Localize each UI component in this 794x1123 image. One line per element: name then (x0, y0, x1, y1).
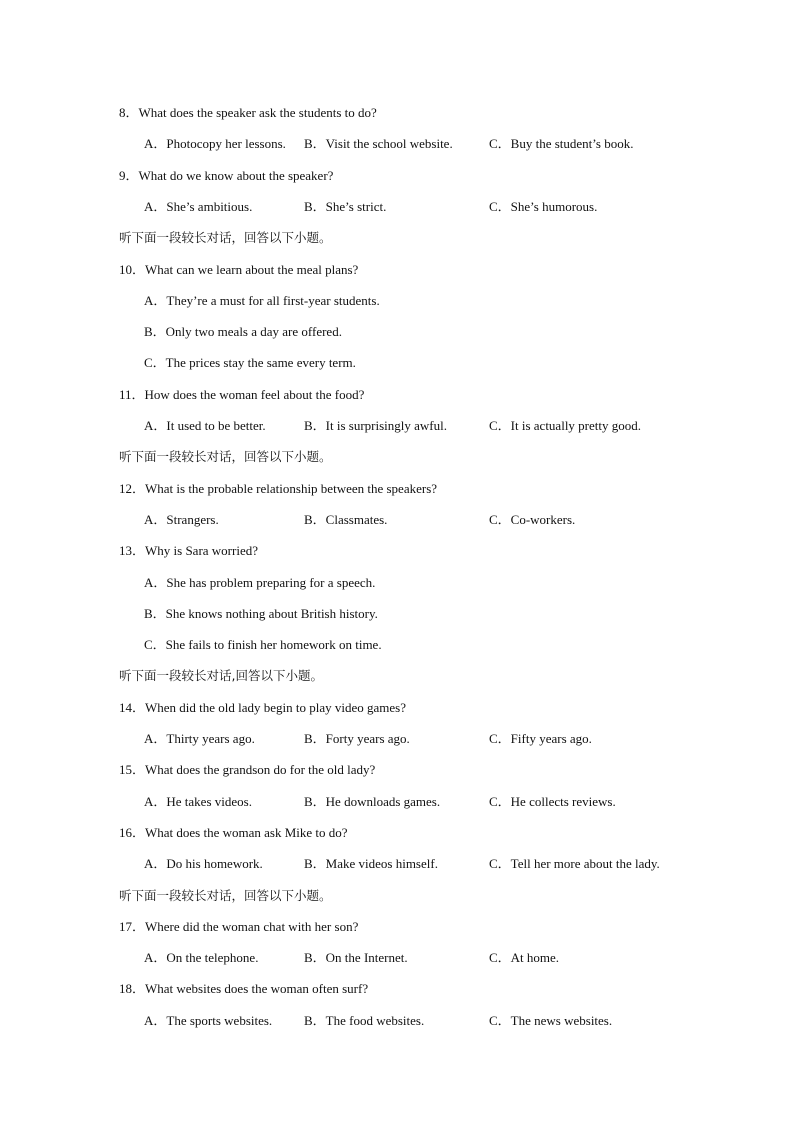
question-text: 11．How does the woman feel about the food? (119, 387, 365, 402)
answer-option-b: B．Forty years ago. (304, 731, 410, 746)
answer-option-b: B．Make videos himself. (304, 856, 438, 871)
section-instruction: 听下面一段较长对话,回答以下小题。 (119, 668, 323, 683)
section-instruction: 听下面一段较长对话，回答以下小题。 (119, 888, 332, 903)
question-text: 8．What does the speaker ask the students to do? (119, 105, 377, 120)
section-instruction: 听下面一段较长对话，回答以下小题。 (119, 230, 332, 245)
question-text: 13．Why is Sara worried? (119, 543, 258, 558)
answer-option-a: A．Strangers. (144, 512, 219, 527)
answer-option-c: C．He collects reviews. (489, 794, 616, 809)
question-text: 17．Where did the woman chat with her son? (119, 919, 359, 934)
question-text: 9．What do we know about the speaker? (119, 168, 334, 183)
answer-option-b: B．It is surprisingly awful. (304, 418, 447, 433)
answer-option-a: A．Photocopy her lessons. (144, 136, 286, 151)
question-text: 10．What can we learn about the meal plans? (119, 262, 359, 277)
question-text: 15．What does the grandson do for the old lady? (119, 762, 376, 777)
answer-option: B．Only two meals a day are offered. (144, 324, 342, 339)
answer-option-c: C．Co-workers. (489, 512, 576, 527)
question-text: 18．What websites does the woman often surf? (119, 981, 369, 996)
question-text: 12．What is the probable relationship between the speakers? (119, 481, 438, 496)
answer-option-c: C．It is actually pretty good. (489, 418, 642, 433)
section-instruction: 听下面一段较长对话，回答以下小题。 (119, 449, 332, 464)
answer-option-b: B．The food websites. (304, 1013, 425, 1028)
question-text: 16．What does the woman ask Mike to do? (119, 825, 348, 840)
question-text: 14．When did the old lady begin to play video games? (119, 700, 407, 715)
answer-option: A．They’re a must for all first-year students. (144, 293, 380, 308)
answer-option: C．She fails to finish her homework on time. (144, 637, 382, 652)
answer-option-c: C．At home. (489, 950, 560, 965)
answer-option-b: B．Visit the school website. (304, 136, 453, 151)
answer-option-a: A．It used to be better. (144, 418, 266, 433)
answer-option: C．The prices stay the same every term. (144, 355, 356, 370)
answer-option-b: B．He downloads games. (304, 794, 441, 809)
answer-option-c: C．Buy the student’s book. (489, 136, 634, 151)
answer-option-c: C．Fifty years ago. (489, 731, 592, 746)
answer-option-a: A．He takes videos. (144, 794, 252, 809)
answer-option-b: B．She’s strict. (304, 199, 387, 214)
answer-option-c: C．The news websites. (489, 1013, 613, 1028)
answer-option: A．She has problem preparing for a speech. (144, 575, 376, 590)
answer-option-a: A．The sports websites. (144, 1013, 273, 1028)
answer-option-a: A．On the telephone. (144, 950, 259, 965)
answer-option-a: A．Do his homework. (144, 856, 263, 871)
answer-option-c: C．Tell her more about the lady. (489, 856, 660, 871)
answer-option-c: C．She’s humorous. (489, 199, 598, 214)
answer-option-b: B．Classmates. (304, 512, 388, 527)
answer-option-b: B．On the Internet. (304, 950, 408, 965)
answer-option-a: A．Thirty years ago. (144, 731, 255, 746)
answer-option: B．She knows nothing about British history. (144, 606, 378, 621)
answer-option-a: A．She’s ambitious. (144, 199, 253, 214)
